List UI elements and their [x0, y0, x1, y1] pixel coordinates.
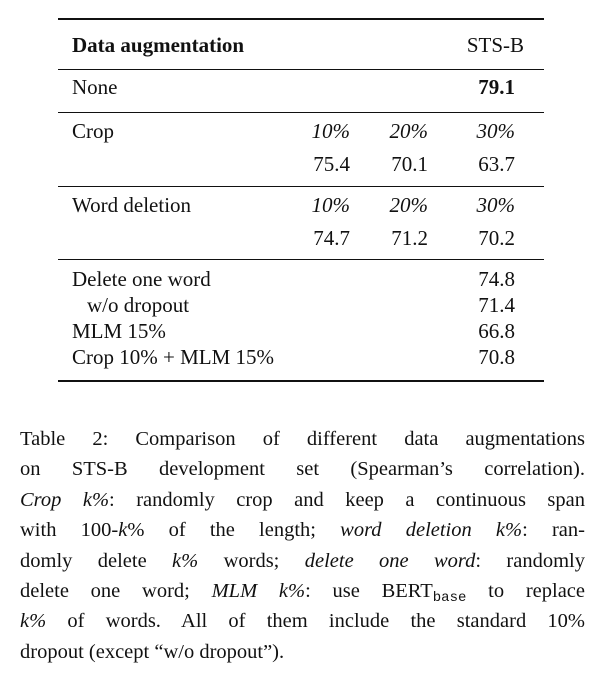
caption-text: Table 2: Comparison of different data augmentations — [20, 428, 585, 450]
caption-line — [20, 576, 585, 606]
caption-text: of words. All of them include the standard 10% — [46, 610, 585, 633]
crop-value: 75.4 — [313, 152, 350, 176]
row-none-value: 79.1 — [478, 75, 515, 99]
row-crop-mlm-label: Crop 10% + MLM 15% — [72, 345, 275, 369]
caption-line — [20, 637, 585, 667]
caption-subscript: base — [432, 589, 467, 606]
word-deletion-value: 70.2 — [478, 226, 515, 250]
row-crop-label: Crop — [72, 119, 114, 143]
word-deletion-value: 74.7 — [313, 226, 350, 250]
row-delete-one-word-label: Delete one word — [72, 267, 211, 291]
row-mlm-label: MLM 15% — [72, 319, 166, 343]
caption-text: : use BERT — [305, 579, 433, 602]
caption-line — [20, 515, 585, 545]
caption-text: : ran- — [522, 519, 585, 542]
caption-text: domly delete — [20, 549, 173, 572]
caption-line — [20, 606, 585, 636]
caption-text: words; — [198, 549, 305, 572]
crop-value: 70.1 — [391, 152, 428, 176]
caption-text: % of the length; — [127, 519, 341, 542]
row-delete-one-word-value: 74.8 — [478, 267, 515, 291]
row-word-deletion-label: Word deletion — [72, 193, 192, 217]
caption-text: : randomly — [475, 549, 585, 572]
table-rule — [58, 112, 544, 113]
caption-line — [20, 546, 585, 576]
row-crop-mlm-value: 70.8 — [478, 345, 515, 369]
table-header-rule — [58, 69, 544, 70]
row-wo-dropout-value: 71.4 — [478, 293, 515, 317]
row-mlm-value: 66.8 — [478, 319, 515, 343]
caption-text: dropout (except “w/o dropout”). — [20, 640, 285, 663]
caption-text: to replace — [466, 579, 585, 602]
caption-line — [20, 424, 585, 454]
caption-math: k% — [20, 610, 47, 633]
word-deletion-ratio: 30% — [476, 193, 515, 217]
data-augmentation-table — [58, 18, 544, 382]
crop-ratio: 20% — [389, 119, 428, 143]
caption-text: : randomly crop and keep a continuous span — [109, 488, 585, 511]
table-rule — [58, 186, 544, 187]
word-deletion-value: 71.2 — [391, 226, 428, 250]
table-caption — [20, 424, 585, 667]
word-deletion-ratio: 10% — [311, 193, 350, 217]
caption-text: with 100- — [20, 519, 119, 542]
row-none-label: None — [72, 75, 118, 99]
caption-term: MLM k% — [211, 579, 306, 602]
caption-term: Crop k% — [20, 488, 110, 511]
row-wo-dropout-label: w/o dropout — [87, 293, 190, 317]
caption-term: delete one word — [304, 549, 476, 572]
caption-math: k% — [172, 549, 199, 572]
caption-term: word deletion k% — [340, 519, 523, 542]
caption-text: on STS-B development set (Spearman’s correlation). — [20, 458, 585, 481]
header-data-augmentation: Data augmentation — [72, 33, 245, 57]
crop-ratio: 10% — [311, 119, 350, 143]
table-bottom-rule — [58, 380, 544, 382]
table-top-rule — [58, 18, 544, 20]
word-deletion-ratio: 20% — [389, 193, 428, 217]
table-rule — [58, 259, 544, 260]
crop-value: 63.7 — [478, 152, 515, 176]
header-sts-b: STS-B — [466, 33, 524, 57]
caption-line — [20, 454, 585, 484]
crop-ratio: 30% — [476, 119, 515, 143]
caption-line — [20, 485, 585, 515]
caption-text: delete one word; — [20, 579, 212, 602]
caption-math: k — [118, 519, 128, 542]
